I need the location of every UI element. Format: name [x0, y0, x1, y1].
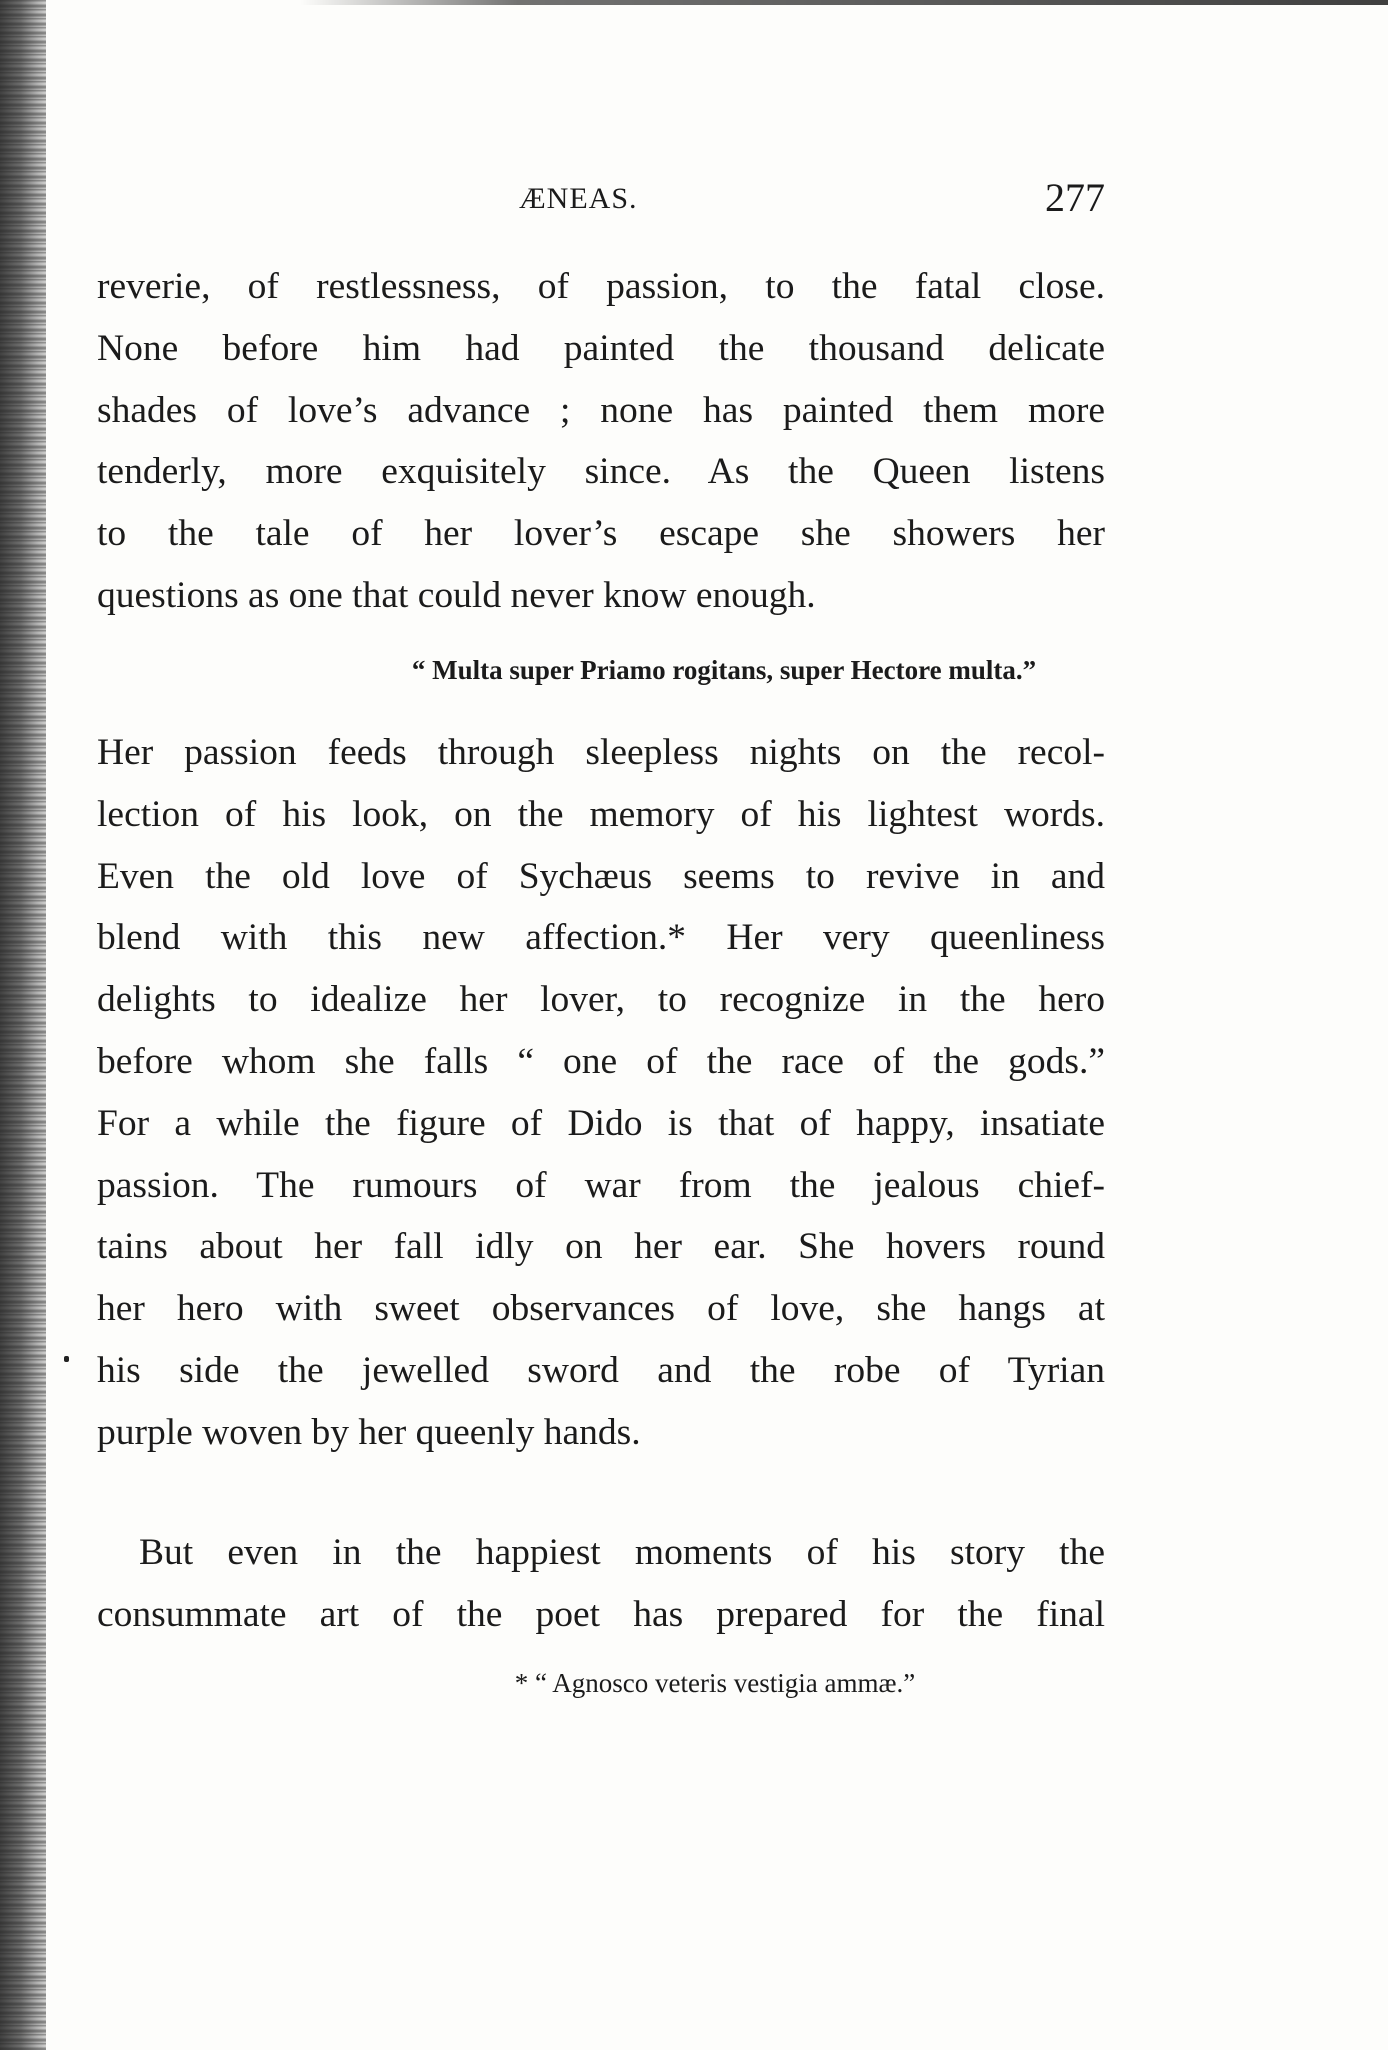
page-header [97, 175, 1105, 228]
text-line: Her passion feeds through sleepless nights on the recol- [97, 732, 1105, 773]
paragraph-2 [97, 722, 1105, 1464]
text-line: shades of love’s advance ; none has painted them more [97, 389, 1105, 431]
text-line: lection of his look, on the memory of his lightest words. [97, 793, 1105, 835]
paragraph-1 [97, 256, 1105, 627]
footnote: * “ Agnosco veteris vestigia ammæ.” [514, 1668, 916, 1698]
text-line: None before him had painted the thousand delicate [97, 327, 1105, 369]
text-line: tenderly, more exquisitely since. As the Queen listens [97, 451, 1105, 493]
text-line: her hero with sweet observances of love, she hangs at [97, 1288, 1105, 1330]
text-line: consummate art of the poet has prepared for the final [97, 1593, 1105, 1635]
text-line: blend with this new affection.* Her very queenliness [97, 917, 1105, 959]
text-line: passion. The rumours of war from the jealous chief- [97, 1164, 1105, 1206]
text-line: reverie, of restlessness, of passion, to the fatal close. [97, 266, 1105, 307]
text-line: to the tale of her lover’s escape she showers her [97, 513, 1105, 555]
text-line: For a while the figure of Dido is that of happy, insatiate [97, 1102, 1105, 1144]
page-number: 277 [1045, 175, 1105, 220]
paragraph-3 [97, 1522, 1105, 1646]
text-line: his side the jewelled sword and the robe of Tyrian [97, 1349, 1105, 1391]
page-top-edge [300, 0, 1388, 5]
text-line: tains about her fall idly on her ear. She hovers round [97, 1226, 1105, 1268]
text-line: Even the old love of Sychæus seems to revive in and [97, 855, 1105, 897]
text-line: delights to idealize her lover, to recognize in the hero [97, 979, 1105, 1021]
text-line: purple woven by her queenly hands. [97, 1411, 641, 1453]
running-title: ÆNEAS. [519, 182, 638, 215]
stray-ink-mark [64, 1356, 69, 1362]
text-line: But even in the happiest moments of his story the [139, 1532, 1105, 1573]
page-gutter-shadow [0, 0, 46, 2050]
latin-quotation: “ Multa super Priamo rogitans, super Hectore multa.” [411, 655, 1037, 685]
text-line: before whom she falls “ one of the race of the gods.” [97, 1040, 1105, 1082]
text-line: questions as one that could never know enough. [97, 574, 816, 616]
